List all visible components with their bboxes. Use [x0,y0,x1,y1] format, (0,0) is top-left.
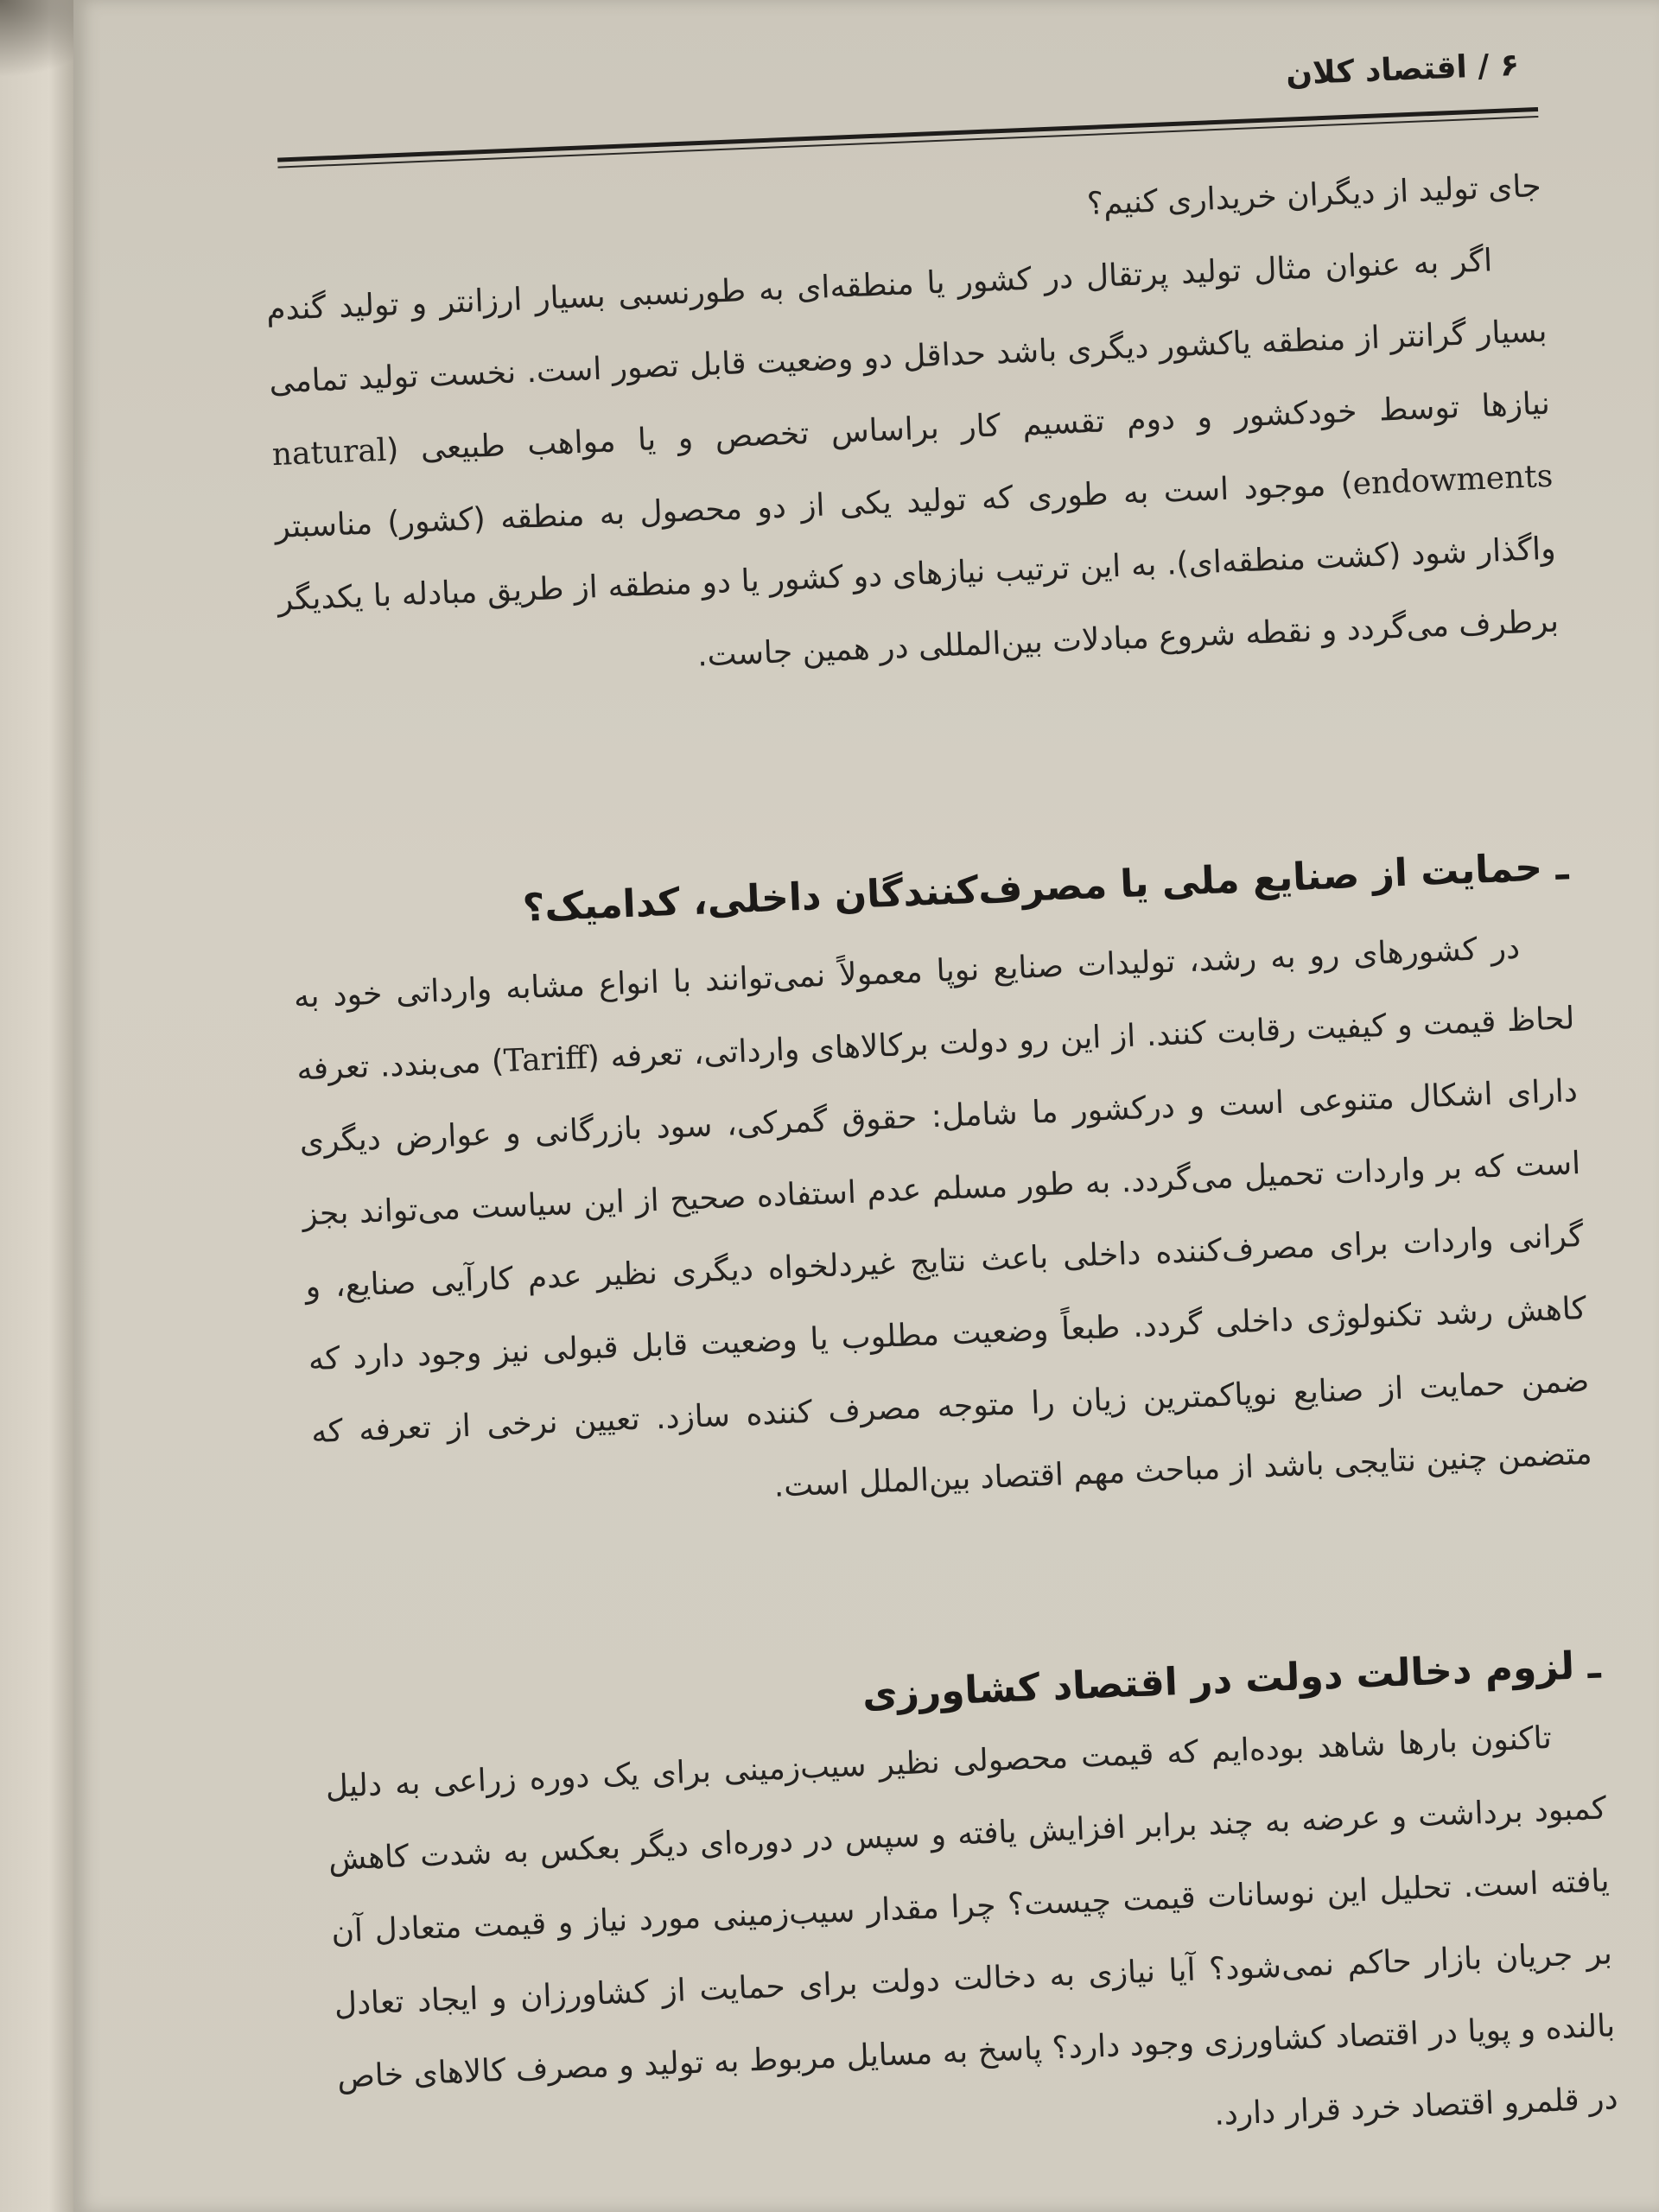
paragraph-agriculture: تاکنون بارها شاهد بوده‌ایم که قیمت محصولی نظیر سیب‌زمینی برای یک دوره زراعی به دلیل کمبود برداشت و عرضه به چند برابر افزایش یافته و سپس در دوره‌ای دیگر بعکس به شدت کاهش یافته است. تحلیل این نوسانات قیمت چیست؟ چرا مقدار سیب‌زمینی مورد نیاز و قیمت متعادل آن بر جریان بازار حاکم نمی‌شود؟ آیا نیازی به دخالت دولت برای حمایت از کشاورزان و ایجاد تعادل بالنده و پویا در اقتصاد کشاورزی وجود دارد؟ پاسخ به مسایل مربوط به تولید و مصرف کالاهای خاص در قلمرو اقتصاد خرد قرار دارد. [324,1719,1619,2133]
section-heading-agriculture: ـ لزوم دخالت دولت در اقتصاد کشاورزی [861,1643,1602,1717]
paragraph-tariff [292,910,1593,1541]
section-1-body [262,150,1560,709]
header-rule-thick [277,107,1538,162]
previous-page-edge [0,0,82,2212]
section-heading-tariff: ـ حمایت از صنایع ملی یا مصرف‌کنندگان داخلی، کدامیک؟ [521,844,1570,931]
english-term: natural endowments [271,432,1554,502]
paragraph-part: اگر به عنوان مثال تولید پرتقال در کشور یا منطقه‌ای به طورنسبی بسیار ارزانتر و تولید گندم بسیار گرانتر از منطقه یاکشور دیگری باشد حداقل دو وضعیت قابل تصور است. نخست تولید تمامی نیازها توسط خودکشور و دوم تقسیم کار براساس تخصص و یا مواهب طبیعی ( [265,243,1551,468]
paragraph-part: در کشورهای رو به رشد، تولیدات صنایع نوپا معمولاً نمی‌توانند با انواع مشابه وارداتی خود به لحاظ قیمت و کیفیت رقابت کنند. از این رو دولت برکالاهای وارداتی، تعرفه ( [293,930,1576,1077]
continued-question: جای تولید از دیگران خریداری کنیم؟ [1086,168,1542,223]
english-term: Tariff [503,1040,588,1079]
paragraph-part: ) موجود است به طوری که تولید یکی از دو محصول به منطقه (کشور) مناسبتر واگذار شود (کشت منطقه‌ای). به این ترتیب نیازهای دو کشور یا دو منطقه از طریق مبادله با یکدیگر برطرف می‌گردد و نقطه شروع مبادلات بین‌المللی در همین جاست. [274,466,1560,674]
book-page [73,0,1659,2212]
running-header: ۶ / اقتصاد کلان [1285,47,1520,92]
paragraph-part: ) می‌بندد. تعرفه دارای اشکال متنوعی است و درکشور ما شامل: حقوق گمرکی، سود بازرگانی و عوارض دیگری است که بر واردات تحمیل می‌گردد. به طور مسلم عدم استفاده صحیح از این سیاست می‌تواند بجز گرانی واردات برای مصرف‌کننده داخلی باعث نتایج غیردلخواه دیگری نظیر عدم کارآیی صنایع، و کاهش رشد تکنولوژی داخلی گردد. طبعاً وضعیت مطلوب یا وضعیت قابل قبولی نیز وجود دارد که ضمن حمایت از صنایع نوپاکمترین زیان را متوجه مصرف کننده سازد. تعیین نرخی از تعرفه که متضمن چنین نتایجی باشد از مباحث مهم اقتصاد بین‌الملل است. [296,1043,1593,1504]
paragraph-comparative-advantage [264,223,1560,709]
page-text-block [180,29,1645,2173]
